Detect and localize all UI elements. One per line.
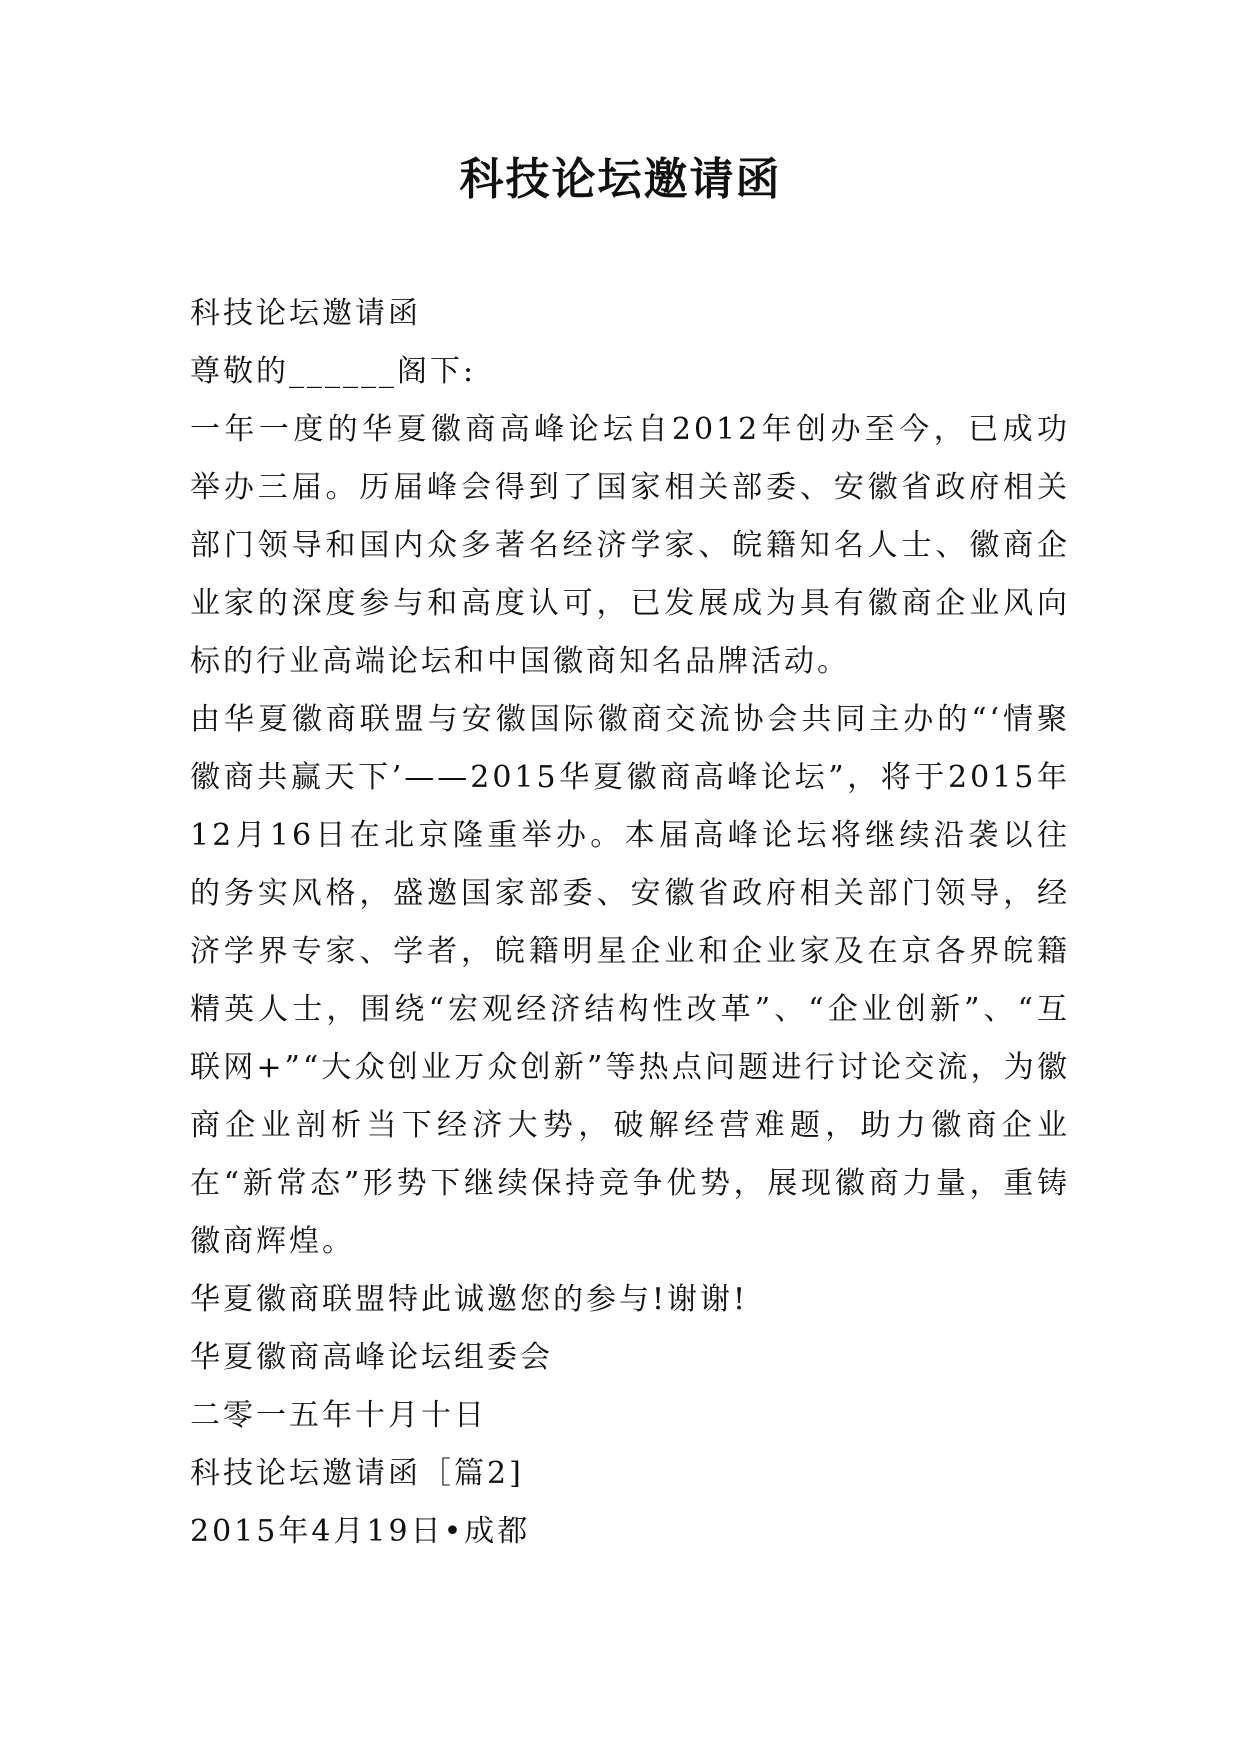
paragraph-section-two-title: 科技论坛邀请函［篇2] (190, 1456, 524, 1491)
paragraph-section-two-date: 2015年4月19日•成都 (190, 1514, 531, 1549)
paragraph-signature: 华夏徽商高峰论坛组委会 (190, 1340, 553, 1375)
paragraph-invitation: 华夏徽商联盟特此诚邀您的参与!谢谢! (190, 1282, 749, 1317)
paragraph-heading: 科技论坛邀请函 (190, 296, 421, 331)
paragraph-salutation: 尊敬的______阁下: (190, 354, 477, 389)
document-title: 科技论坛邀请函 (459, 154, 782, 205)
paragraph-forum-details: 由华夏徽商联盟与安徽国际徽商交流协会共同主办的“‘情聚徽商共赢天下’——2015华夏徽商高峰论坛”，将于2015年12月16日在北京隆重举办。本届高峰论坛将继续沿袭以往的务实风格，盛邀国家部委、安徽省政府相关部门领导，经济学界专家、学者，皖籍明星企业和企业家及在京各界皖籍精英人士，围绕“宏观经济结构性改革”、“企业创新”、“互联网+”“大众创业万众创新”等热点问题进行讨论交流，为徽商企业剖析当下经济大势，破解经营难题，助力徽商企业在“新常态”形势下继续保持竞争优势，展现徽商力量，重铸徽商辉煌。 (190, 702, 1070, 1259)
paragraph-date: 二零一五年十月十日 (190, 1398, 487, 1433)
document-body (190, 285, 1070, 1561)
paragraph-intro: 一年一度的华夏徽商高峰论坛自2012年创办至今，已成功举办三届。历届峰会得到了国家相关部委、安徽省政府相关部门领导和国内众多著名经济学家、皖籍知名人士、徽商企业家的深度参与和高度认可，已发展成为具有徽商企业风向标的行业高端论坛和中国徽商知名品牌活动。 (190, 412, 1070, 679)
